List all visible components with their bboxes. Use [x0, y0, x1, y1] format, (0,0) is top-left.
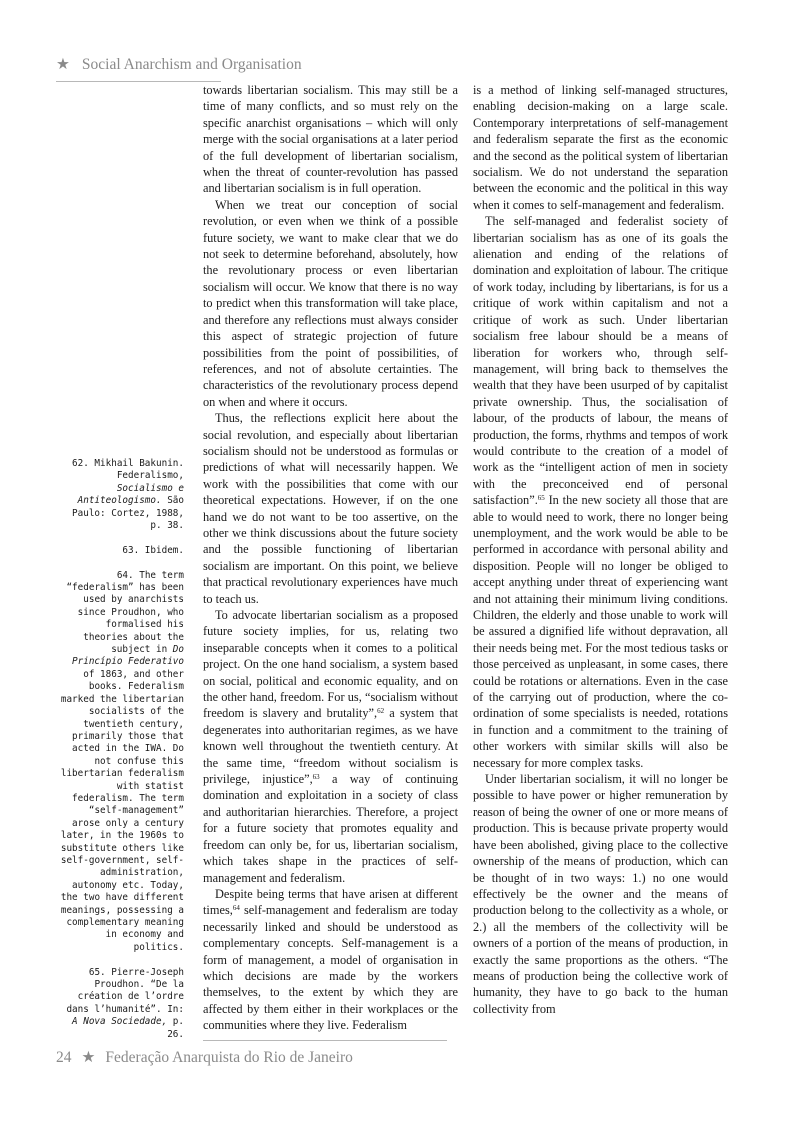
star-icon: ★ — [81, 1049, 96, 1066]
publisher-name: Federação Anarquista do Rio de Janeiro — [105, 1049, 353, 1066]
running-footer — [56, 1048, 353, 1067]
header-rule — [56, 81, 221, 82]
running-header — [56, 55, 302, 74]
footnote-62: 62. Mikhail Bakunin. Federalismo, Socialismo e Antiteologismo. São Paulo: Cortez, 1988, p. 38. — [72, 458, 184, 532]
page-number: 24 — [56, 1049, 72, 1066]
footnote-64: 64. The term “federalism” has been used by anarchists since Proudhon, who formalised his theories about the subject in Do Princípio Federativo of 1863, and other books. Federalism marked the libertarian socialists of the twentieth century, primarily those that acted in the IWA. Do not confuse this libertarian federalism with statist federalism. The term “self-management” arose only a century later, in the 1960s to substitute others like self-government, self-administration, autonomy etc. Today, the two have different meanings, possessing a complementary meaning in economy and politics. — [60, 569, 184, 953]
footnote-ref-63: 63 — [312, 773, 320, 782]
footnote-65: 65. Pierre-Joseph Proudhon. “De la création de l’ordre dans l’humanité”. In: A Nova Sociedade, p. 26. — [66, 966, 184, 1040]
paragraph: The self-managed and federalist society of libertarian socialism has as one of its goals the alienation and ending of the relations of domination and exploitation of labour. The critique of work today, including by libertarians, is for us a critique of work within capitalism and not a critique of work as such. Under libertarian socialism free labour should be a means of liberation for workers who, through self-management, will bring back to themselves the wealth that they have been usurped of by capitalist private ownership. Thus, the socialisation of labour, of the products of labour, the means of production, the forms, rhythms and tempos of work would contribute to the creation of a model of work as the “intelligent action of men in society with the preconceived end of personal satisfaction”.$^{65}$ In the new society all those that are able to would need to work, there no longer being unemployment, and the work would be able to be performed in accordance with personal ability and disposition. People will no longer be obliged to accept anything under threat of experiencing want and not attaining their minimum living conditions. Children, the elderly and those unable to work will be assured a dignified life without depravation, all their needs being met. For the most tedious tasks or those perceived as unpleasant, in some cases, there could be rotations or alternations. Even in the case of the carrying out of production, where the co-ordination of some specialists is needed, rotations in function and a commitment to the training of other workers with similar skills will also be necessary for more complex tasks. — [473, 214, 728, 770]
paragraph: To advocate libertarian socialism as a proposed future society implies, for us, relating two inseparable concepts when it comes to a political project. On the one hand socialism, a system based on social, political and economic equality, and on the other hand, freedom. For us, “socialism without freedom is slavery and brutality”,$^{62}$ a system that degenerates into authoritarian regimes, as we have known well throughout the twentieth century. At the same time, “freedom without socialism is privilege, injustice”,$^{63}$ a way of continuing domination and exploitation in a society of class and authoritarian hierarchies. Therefore, a project for a future society that promotes equality and freedom can only be, for us, libertarian socialism, which takes shape in the practices of self-management and federalism. — [203, 608, 458, 885]
margin-notes — [56, 458, 184, 1053]
footnote-ref-65: 65 — [537, 494, 545, 503]
text-column-right — [473, 82, 728, 1017]
paragraph: When we treat our conception of social revolution, or even when we think of a possible future society, we want to make clear that we do not seek to determine beforehand, absolutely, how the revolutionary process or even libertarian socialism will occur. We know that there is no way to predict when this transformation will take place, and therefore any reflections must always consider this aspect of strategic projection of future possibilities from the point of possibilities, of references, and not of absolute certainties. The characteristics of the revolutionary process depend on when and where it occurs. — [203, 197, 458, 409]
footer-rule — [203, 1040, 447, 1041]
paragraph: Thus, the reflections explicit here about the social revolution, and especially about libertarian socialism should not be understood as formulas or predictions of what will necessarily happen. We work with the possibilities that come with our theoretical expectations. However, if on the one hand we do not want to be too assertive, on the other we think discussions about the future society and the possible functioning of libertarian socialism are important. On this point, we believe that practical revolutionary experiences have much to teach us. — [203, 411, 458, 606]
star-icon: ★ — [56, 56, 70, 73]
paragraph: is a method of linking self-managed structures, enabling decision-making on a large scale. Contemporary interpretations of self-management and federalism separate the first as the economic and the second as the political system of libertarian socialism. We do not understand the separation between the economic and the political in this way when it comes to self-management and federalism. — [473, 83, 728, 212]
paragraph: Under libertarian socialism, it will no longer be possible to have power or higher remuneration by reason of being the owner of one or more means of production. This is because private property would have been abolished, giving place to the collective ownership of the means of production, which can be thought of in two ways: 1.) no one would effectively be the owner and the means of production belong to the collectivity as a whole, or 2.) all the members of the collectivity will be owners of a portion of the means of production, in exactly the same proportions as the others. “The means of production being the collective work of humanity, they have to go back to the human collectivity from — [473, 772, 728, 1016]
book-title: Social Anarchism and Organisation — [81, 56, 302, 73]
text-column-left — [203, 82, 458, 1034]
footnote-ref-64: 64 — [232, 904, 240, 913]
footnote-ref-62: 62 — [377, 707, 385, 716]
paragraph: towards libertarian socialism. This may still be a time of many conflicts, and so must rely on the specific anarchist organisations – which will only merge with the social organisations at a later period of the full development of libertarian socialism, when the threat of counter-revolution has passed and libertarian socialism is in full operation. — [203, 83, 458, 196]
footnote-63: 63. Ibidem. — [122, 544, 184, 556]
paragraph: Despite being terms that have arisen at different times,$^{64}$ self-management and federalism are today necessarily linked and should be understood as complementary concepts. Self-management is a form of management, a model of organisation in which decisions are made by the workers themselves, to the extent by which they are affected by them either in their workplaces or the communities where they live. Federalism — [203, 886, 458, 1033]
